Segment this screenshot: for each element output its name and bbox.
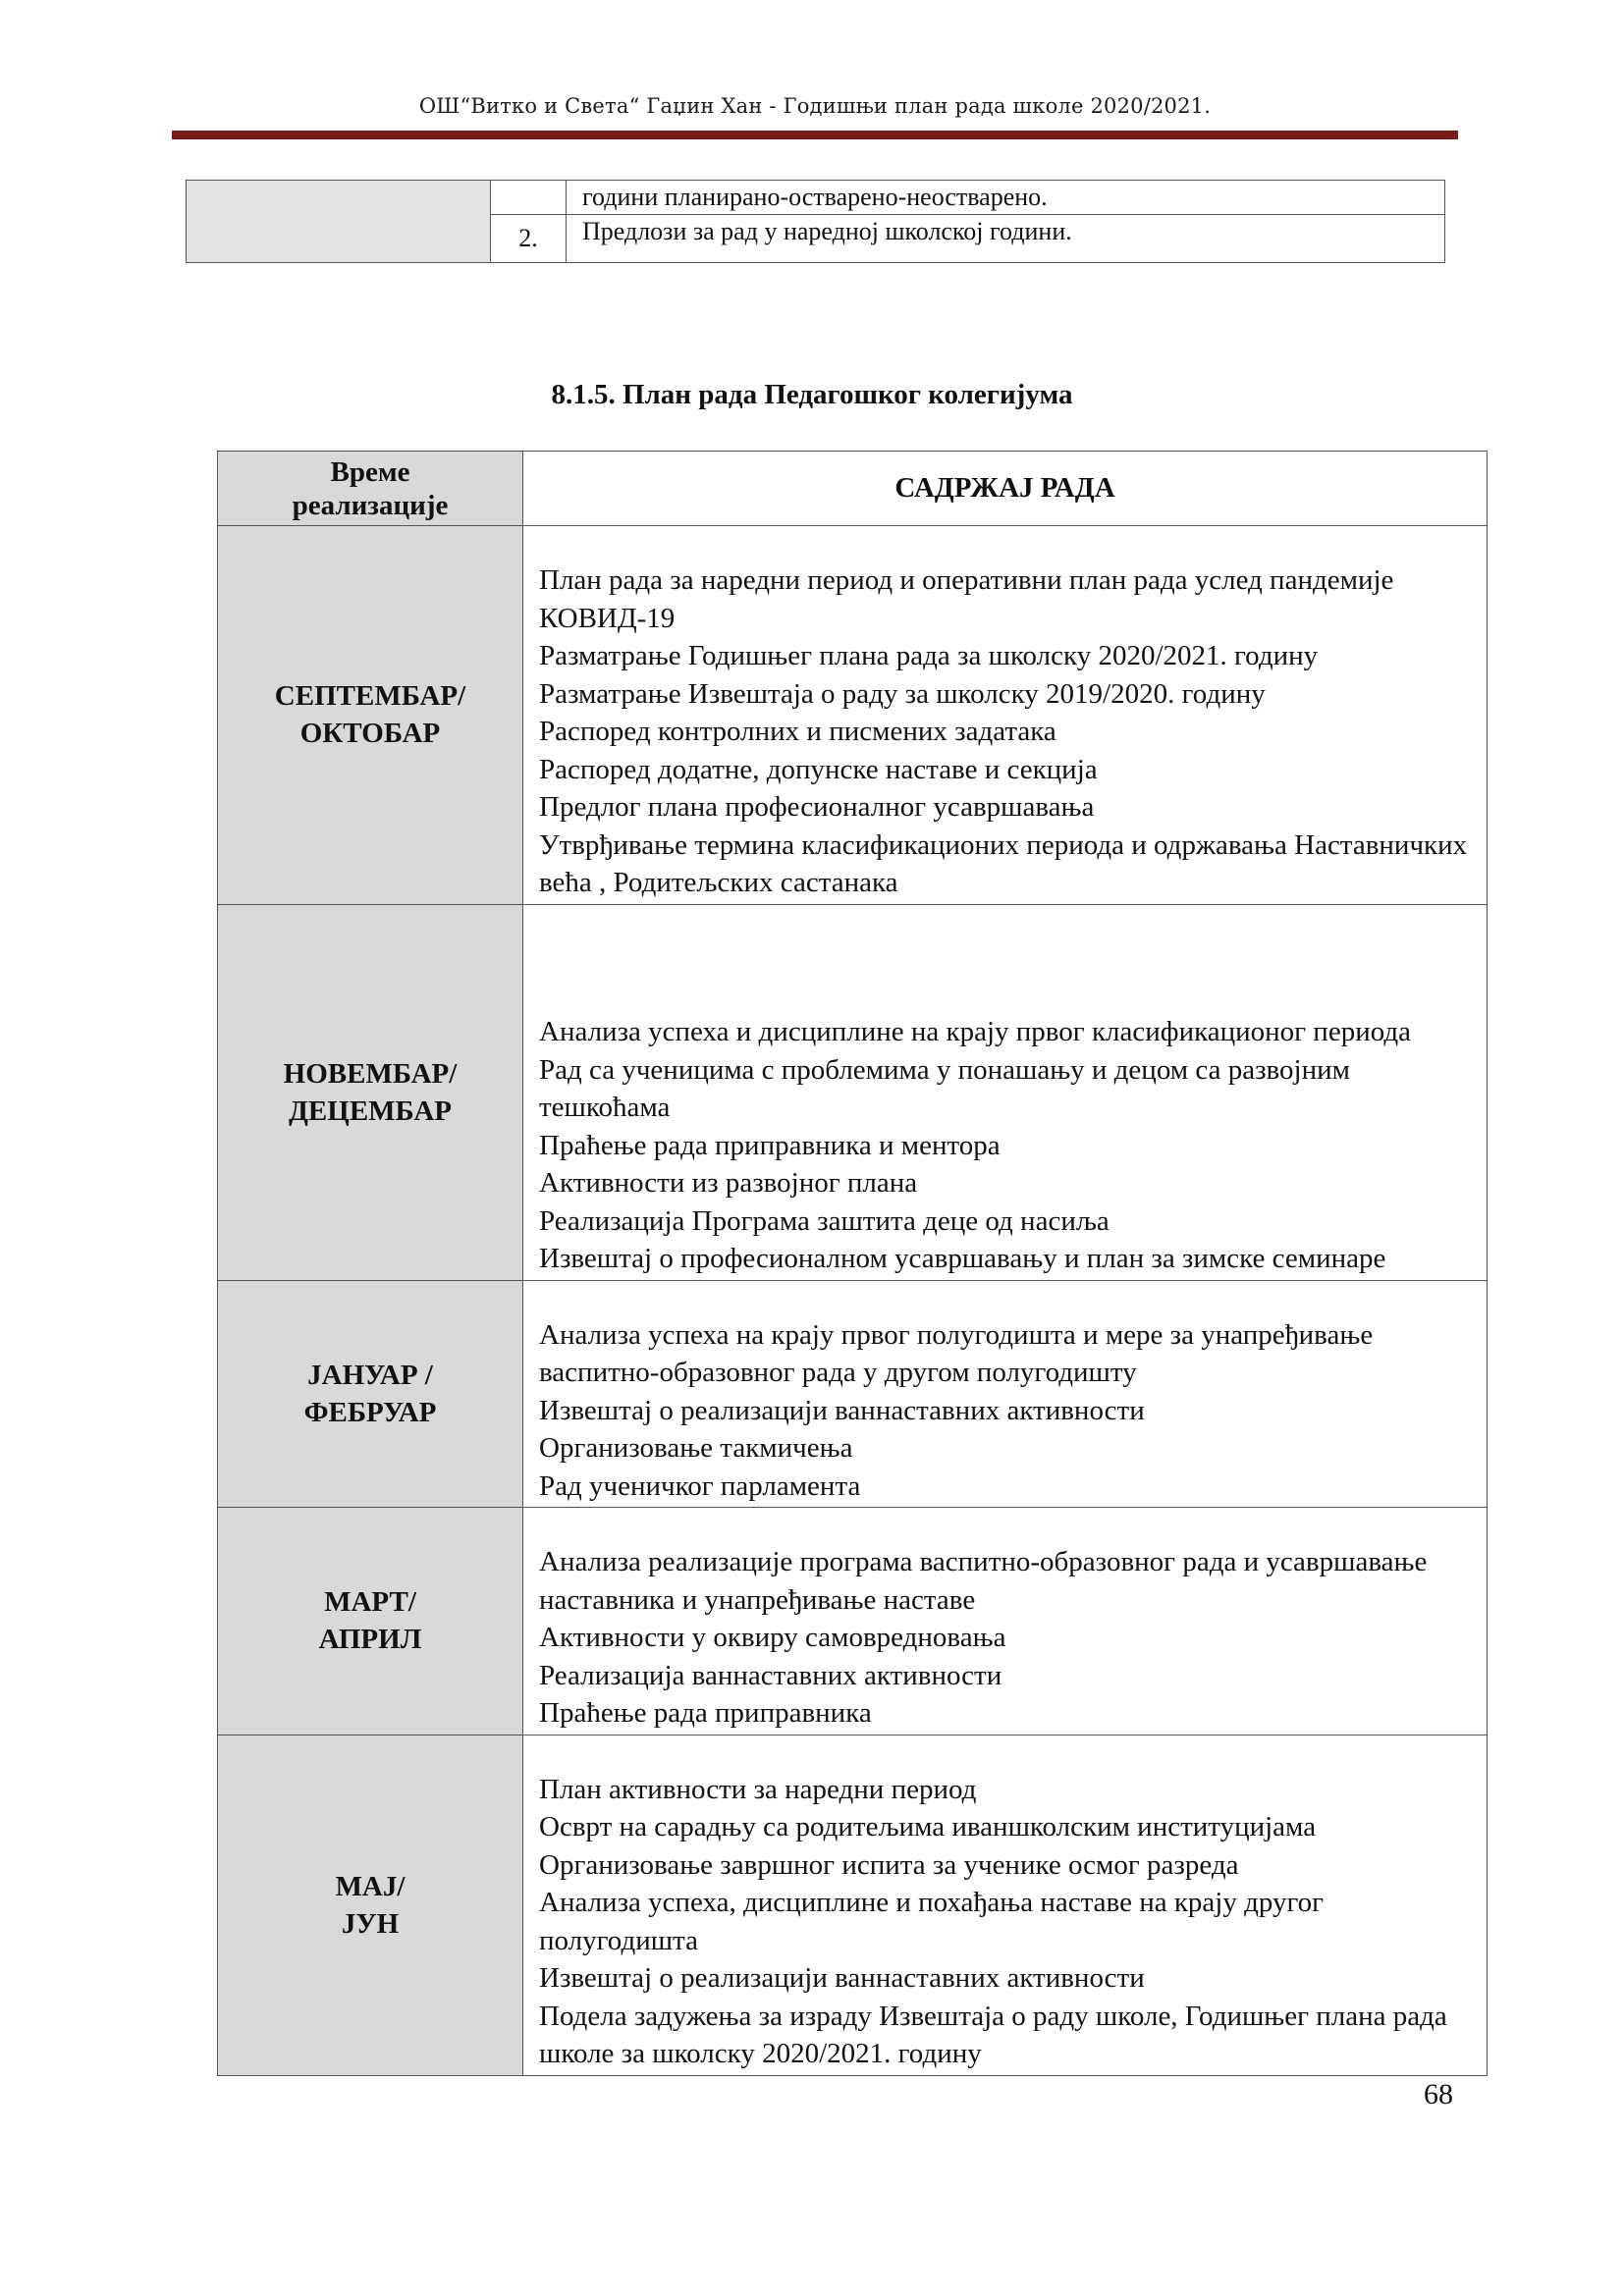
content-item: Извештај о реализацији ваннаставних активности <box>539 1394 1145 1426</box>
content-item: Анализа успеха и дисциплине на крају првог класификационог периода <box>539 1016 1412 1047</box>
content-item: Активности из развојног плана <box>539 1167 918 1199</box>
period-line: АПРИЛ <box>318 1624 422 1656</box>
content-item: Праћење рада приправника <box>539 1697 872 1729</box>
period-line: МАЈ/ <box>335 1870 406 1902</box>
row-number: 2. <box>491 215 567 263</box>
header-time-line: реализације <box>292 489 449 521</box>
content-cell <box>523 1280 1488 1508</box>
content-item: Предлог плана професионалног усавршавања <box>539 791 1095 823</box>
period-cell <box>218 904 523 1280</box>
plan-table <box>217 451 1488 2076</box>
content-item: Анализа реализације програма васпитно-образовног рада и усавршавање наставника и унапређивање наставе <box>539 1546 1428 1616</box>
content-item: Утврђивање термина класификационих периода и одржавања Наставничких већа , Родитељских састанака <box>539 828 1468 898</box>
period-line: ЈАНУАР / <box>307 1359 433 1391</box>
row-text: Предлози за рад у наредној школској години. <box>567 215 1445 263</box>
content-item: Подела задужења за израду Извештаја о раду школе, Годишњег плана рада школе за школску 2020/2021. годину <box>539 2000 1447 2069</box>
content-cell <box>523 904 1488 1280</box>
page-number: 68 <box>1424 2078 1453 2110</box>
header-divider <box>172 131 1458 139</box>
period-cell <box>218 1280 523 1508</box>
content-cell <box>523 526 1488 905</box>
content-item: Осврт на сарадњу са родитељима иваншколским институцијама <box>539 1811 1317 1842</box>
content-item: Реализација ваннаставних активности <box>539 1659 1002 1691</box>
content-item: Реализација Програма заштита деце од насиља <box>539 1204 1110 1237</box>
content-item: Рад ученичког парламента <box>539 1469 861 1502</box>
table-row <box>218 526 1488 905</box>
content-item: План рада за наредни период и оперативни план рада услед пандемије КОВИД-19 <box>539 564 1394 634</box>
period-line: ФЕБРУАР <box>303 1396 437 1428</box>
content-item: Распоред додатне, допунске наставе и секција <box>539 753 1098 785</box>
content-cell <box>523 1508 1488 1735</box>
table-row <box>218 1735 1488 2075</box>
continuation-table <box>186 180 1445 263</box>
content-item: Разматрање Извештаја о раду за школску 2019/2020. годину <box>539 677 1266 710</box>
table-row <box>218 904 1488 1280</box>
period-line: ДЕЦЕМБАР <box>288 1095 452 1127</box>
period-cell <box>218 1508 523 1735</box>
period-cell <box>218 1735 523 2075</box>
content-item: Активности у оквиру самовредновања <box>539 1622 1006 1653</box>
document-header: ОШ“Витко и Света“ Гаџин Хан - Годишњи план рада школе 2020/2021. <box>418 94 1212 118</box>
section-title: 8.1.5. План рада Педагошког колегијума <box>551 379 1073 410</box>
header-time <box>218 452 523 526</box>
content-cell <box>523 1735 1488 2075</box>
content-item: Организовање такмичења <box>539 1432 853 1464</box>
content-item: Извештај о професионалном усавршавању и план за зимске семинаре <box>539 1243 1386 1274</box>
continuation-label-cell <box>187 181 491 263</box>
content-item: Организовање завршног испита за ученике осмог разреда <box>539 1848 1239 1881</box>
table-row <box>218 1280 1488 1508</box>
table-header-row <box>218 452 1488 526</box>
period-line: НОВЕМБАР/ <box>283 1057 458 1090</box>
period-cell <box>218 526 523 905</box>
content-item: Распоред контролних и писмених задатака <box>539 716 1056 747</box>
header-content: САДРЖАЈ РАДА <box>523 452 1488 526</box>
content-item: Анализа успеха на крају првог полугодишта и мере за унапређивање васпитно-образовног рада у другом полугодишту <box>539 1318 1374 1388</box>
content-item: Рад са ученицима с проблемима у понашању и децом са развојним тешкоћама <box>539 1053 1350 1123</box>
period-line: ЈУН <box>341 1907 400 1940</box>
header-time-line: Време <box>330 455 410 488</box>
table-row <box>187 181 1445 215</box>
table-row <box>218 1508 1488 1735</box>
content-item: План активности за наредни период <box>539 1773 977 1805</box>
row-text: години планирано-остварено-неостварено. <box>567 181 1445 215</box>
row-number <box>491 181 567 215</box>
period-line: МАРТ/ <box>324 1586 416 1619</box>
period-line: СЕПТЕМБАР/ <box>274 680 466 713</box>
content-item: Разматрање Годишњег плана рада за школску 2020/2021. годину <box>539 640 1319 671</box>
content-item: Праћење рада приправника и ментора <box>539 1129 1001 1161</box>
period-line: ОКТОБАР <box>299 718 441 750</box>
content-item: Анализа успеха, дисциплине и похађања наставе на крају другог полугодишта <box>539 1887 1325 1956</box>
content-item: Извештај о реализацији ваннаставних активности <box>539 1962 1145 1994</box>
